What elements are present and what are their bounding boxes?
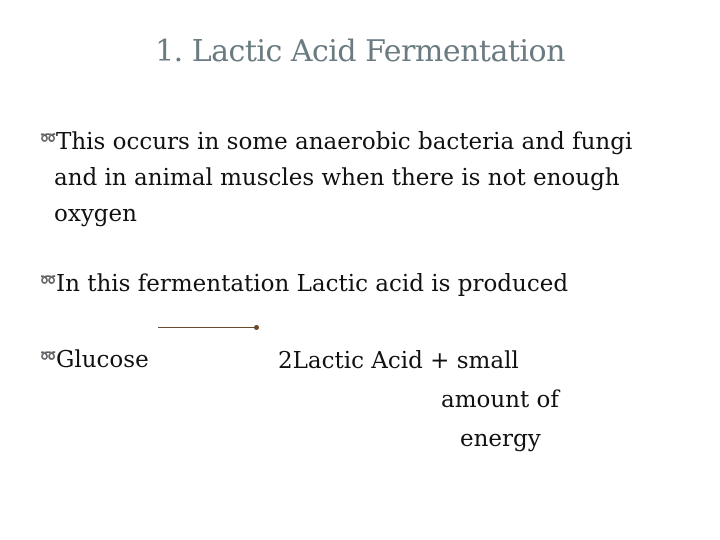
bullet-item <box>40 124 696 232</box>
product-line: amount of <box>441 387 559 413</box>
arrow-head-icon <box>254 325 259 330</box>
bullet-text-line: oxygen <box>54 201 137 227</box>
bullet-icon: ➿ <box>40 131 57 146</box>
reaction-arrow <box>158 327 256 328</box>
product-line: 2Lactic Acid + small <box>278 348 519 374</box>
bullet-text-line: This occurs in some anaerobic bacteria and fungi <box>56 129 633 155</box>
bullet-item <box>40 266 696 302</box>
bullet-item <box>40 342 176 378</box>
bullet-icon: ➿ <box>40 273 57 288</box>
bullet-text-line: and in animal muscles when there is not enough <box>54 165 620 191</box>
reactant-glucose: Glucose <box>56 347 149 373</box>
slide-title: 1. Lactic Acid Fermentation <box>155 34 565 69</box>
bullet-text: In this fermentation Lactic acid is produced <box>56 271 569 297</box>
bullet-icon: ➿ <box>40 349 57 364</box>
product-line: energy <box>460 426 541 452</box>
